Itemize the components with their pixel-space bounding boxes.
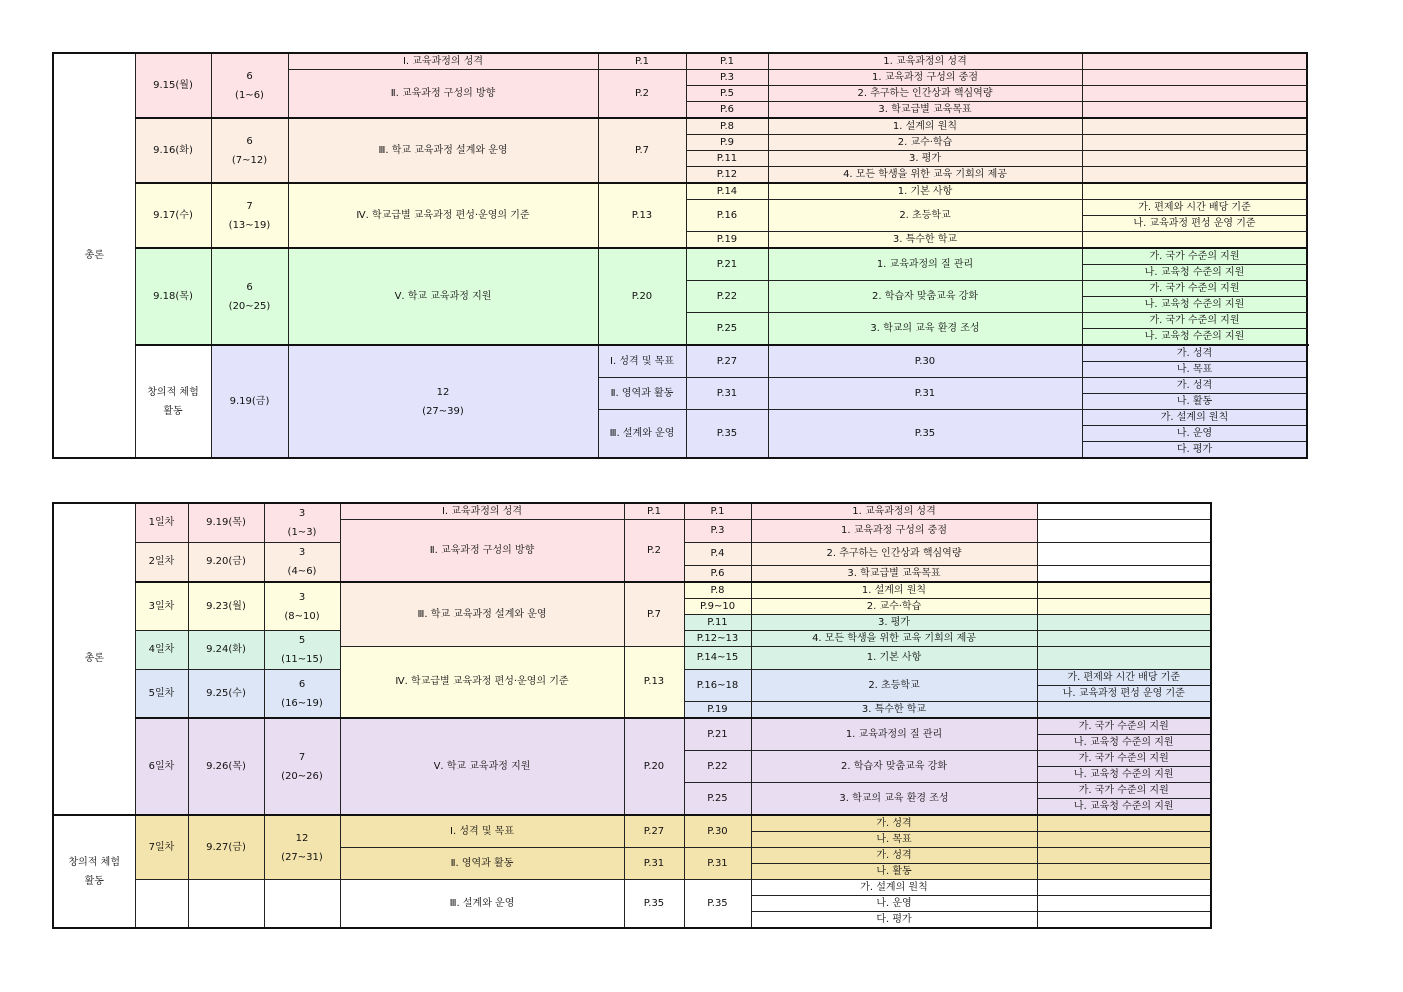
section-title: 나. 운영 <box>751 896 1037 912</box>
sub-item <box>1037 864 1211 880</box>
chapter-title: Ⅳ. 학교급별 교육과정 편성·운영의 기준 <box>288 183 598 248</box>
day-number: 2일차 <box>135 543 188 583</box>
sub-item <box>1082 118 1307 135</box>
section-page: P.1 <box>684 503 751 520</box>
day-hours: 6 (16~19) <box>264 670 340 719</box>
sub-item <box>1082 232 1307 249</box>
sub-item: 가. 편제와 시간 배당 기준 <box>1037 670 1211 686</box>
section-page: P.9~10 <box>684 599 751 615</box>
chapter-page: P.1 <box>624 503 684 520</box>
sub-item <box>1082 70 1307 86</box>
section-title: 2. 교수·학습 <box>768 135 1082 151</box>
day-date: 9.26(목) <box>188 718 264 815</box>
day-date: 9.17(수) <box>135 183 211 248</box>
section-title: 나. 활동 <box>1082 394 1307 410</box>
section-page: P.8 <box>686 118 768 135</box>
day-hours: 7 (20~26) <box>264 718 340 815</box>
day-hours: 3 (4~6) <box>264 543 340 583</box>
chapter-page: P.31 <box>624 848 684 880</box>
section-title: 가. 성격 <box>1082 345 1307 362</box>
sub-item: 나. 교육청 수준의 지원 <box>1082 297 1307 313</box>
section-page: P.5 <box>686 86 768 102</box>
day-date: 9.15(월) <box>135 53 211 118</box>
chapter-title: Ⅰ. 교육과정의 성격 <box>288 53 598 70</box>
category-creative: 창의적 체험 활동 <box>53 815 135 928</box>
section-title: 3. 평가 <box>751 615 1037 631</box>
section-title: 1. 교육과정의 질 관리 <box>751 718 1037 751</box>
section-page: P.25 <box>686 313 768 346</box>
sub-item <box>1037 702 1211 719</box>
section-page: P.9 <box>686 135 768 151</box>
sub-item <box>1082 151 1307 167</box>
chapter-title: Ⅲ. 학교 교육과정 설계와 운영 <box>340 582 624 647</box>
chapter-title: Ⅴ. 학교 교육과정 지원 <box>288 248 598 345</box>
section-page: P.14~15 <box>684 647 751 670</box>
chapter-title: Ⅲ. 설계와 운영 <box>340 880 624 929</box>
section-page: P.1 <box>686 53 768 70</box>
day-date: 9.20(금) <box>188 543 264 583</box>
sub-item: 가. 국가 수준의 지원 <box>1037 751 1211 767</box>
category-general: 총론 <box>53 53 135 458</box>
sub-item <box>1082 102 1307 119</box>
section-title: 2. 초등학교 <box>751 670 1037 702</box>
section-title: 2. 학습자 맞춤교육 강화 <box>751 751 1037 783</box>
section-title: 다. 평가 <box>751 912 1037 929</box>
sub-item <box>1082 167 1307 184</box>
sub-item <box>1037 566 1211 583</box>
sub-item <box>1082 183 1307 200</box>
day-hours <box>264 880 340 929</box>
section-page: P.30 <box>684 815 751 848</box>
section-page: P.21 <box>684 718 751 751</box>
chapter-page: P.27 <box>686 345 768 378</box>
day-number: 1일차 <box>135 503 188 543</box>
section-page: P.6 <box>684 566 751 583</box>
section-page: P.22 <box>686 281 768 313</box>
section-page: P.11 <box>686 151 768 167</box>
day-number: 7일차 <box>135 815 188 880</box>
section-page: P.30 <box>768 345 1082 378</box>
section-title: 나. 활동 <box>751 864 1037 880</box>
section-title: 1. 교육과정의 성격 <box>768 53 1082 70</box>
section-page: P.6 <box>686 102 768 119</box>
chapter-page: P.13 <box>598 183 686 248</box>
sub-item: 가. 국가 수준의 지원 <box>1037 718 1211 735</box>
sub-item <box>1037 520 1211 543</box>
sub-item: 가. 국가 수준의 지원 <box>1082 248 1307 265</box>
day-hours: 6 (7~12) <box>211 118 288 183</box>
section-title: 4. 모든 학생을 위한 교육 기회의 제공 <box>768 167 1082 184</box>
section-page: P.12 <box>686 167 768 184</box>
day-hours: 12 (27~31) <box>264 815 340 880</box>
chapter-title: Ⅴ. 학교 교육과정 지원 <box>340 718 624 815</box>
sub-item <box>1037 543 1211 566</box>
section-title: 나. 운영 <box>1082 426 1307 442</box>
chapter-title: Ⅱ. 교육과정 구성의 방향 <box>288 70 598 119</box>
sub-item <box>1037 647 1211 670</box>
day-date <box>188 880 264 929</box>
day-number: 4일차 <box>135 631 188 670</box>
section-page: P.3 <box>686 70 768 86</box>
section-title: 1. 교육과정 구성의 중점 <box>751 520 1037 543</box>
chapter-page: P.13 <box>624 647 684 719</box>
chapter-title: Ⅲ. 학교 교육과정 설계와 운영 <box>288 118 598 183</box>
section-page: P.35 <box>768 410 1082 459</box>
section-title: 3. 학교의 교육 환경 조성 <box>768 313 1082 346</box>
section-page: P.16~18 <box>684 670 751 702</box>
chapter-page: P.35 <box>624 880 684 929</box>
sub-item <box>1082 53 1307 70</box>
sub-item <box>1037 815 1211 832</box>
section-title: 가. 성격 <box>751 815 1037 832</box>
section-title: 가. 설계의 원칙 <box>1082 410 1307 426</box>
day-hours: 7 (13~19) <box>211 183 288 248</box>
section-title: 1. 기본 사항 <box>768 183 1082 200</box>
schedule-table-2 <box>52 502 1212 929</box>
section-title: 3. 특수한 학교 <box>768 232 1082 249</box>
section-page: P.35 <box>684 880 751 929</box>
day-date: 9.25(수) <box>188 670 264 719</box>
section-page: P.25 <box>684 783 751 816</box>
sub-item: 가. 국가 수준의 지원 <box>1037 783 1211 799</box>
chapter-page: P.2 <box>598 70 686 119</box>
sub-item: 가. 국가 수준의 지원 <box>1082 313 1307 329</box>
section-title: 1. 교육과정의 성격 <box>751 503 1037 520</box>
section-title: 1. 기본 사항 <box>751 647 1037 670</box>
sub-item <box>1037 599 1211 615</box>
day-hours: 3 (8~10) <box>264 582 340 631</box>
chapter-title: Ⅰ. 성격 및 목표 <box>598 345 686 378</box>
section-page: P.31 <box>684 848 751 880</box>
day-date: 9.23(월) <box>188 582 264 631</box>
sub-item: 나. 교육과정 편성 운영 기준 <box>1037 686 1211 702</box>
chapter-title: Ⅲ. 설계와 운영 <box>598 410 686 459</box>
sub-item: 나. 교육청 수준의 지원 <box>1082 265 1307 281</box>
section-title: 3. 학교의 교육 환경 조성 <box>751 783 1037 816</box>
section-page: P.21 <box>686 248 768 281</box>
day-number: 6일차 <box>135 718 188 815</box>
chapter-page: P.7 <box>624 582 684 647</box>
chapter-page: P.35 <box>686 410 768 459</box>
section-title: 2. 추구하는 인간상과 핵심역량 <box>751 543 1037 566</box>
section-page: P.4 <box>684 543 751 566</box>
day-hours: 5 (11~15) <box>264 631 340 670</box>
section-title: 나. 목표 <box>751 832 1037 848</box>
category-creative: 창의적 체험 활동 <box>135 345 211 458</box>
section-page: P.3 <box>684 520 751 543</box>
sub-item <box>1037 896 1211 912</box>
day-number: 5일차 <box>135 670 188 719</box>
day-date: 9.27(금) <box>188 815 264 880</box>
section-title: 나. 목표 <box>1082 362 1307 378</box>
sub-item <box>1037 832 1211 848</box>
section-page: P.14 <box>686 183 768 200</box>
sub-item: 나. 교육과정 편성 운영 기준 <box>1082 216 1307 232</box>
chapter-title: Ⅱ. 영역과 활동 <box>598 378 686 410</box>
day-hours: 12 (27~39) <box>288 345 598 458</box>
section-title: 가. 설계의 원칙 <box>751 880 1037 896</box>
chapter-page: P.1 <box>598 53 686 70</box>
section-title: 다. 평가 <box>1082 442 1307 459</box>
chapter-page: P.2 <box>624 520 684 583</box>
sub-item <box>1037 503 1211 520</box>
section-title: 2. 학습자 맞춤교육 강화 <box>768 281 1082 313</box>
day-date: 9.18(목) <box>135 248 211 345</box>
chapter-title: Ⅱ. 영역과 활동 <box>340 848 624 880</box>
section-page: P.19 <box>684 702 751 719</box>
section-title: 1. 교육과정 구성의 중점 <box>768 70 1082 86</box>
sub-item: 나. 교육청 수준의 지원 <box>1037 767 1211 783</box>
section-page: P.8 <box>684 582 751 599</box>
sub-item <box>1082 135 1307 151</box>
section-title: 가. 성격 <box>751 848 1037 864</box>
section-page: P.22 <box>684 751 751 783</box>
chapter-page: P.27 <box>624 815 684 848</box>
section-title: 2. 추구하는 인간상과 핵심역량 <box>768 86 1082 102</box>
section-title: 1. 설계의 원칙 <box>768 118 1082 135</box>
schedule-table-1 <box>52 52 1308 459</box>
sub-item: 가. 국가 수준의 지원 <box>1082 281 1307 297</box>
section-page: P.16 <box>686 200 768 232</box>
section-title: 3. 학교급별 교육목표 <box>751 566 1037 583</box>
day-date: 9.24(화) <box>188 631 264 670</box>
chapter-title: Ⅱ. 교육과정 구성의 방향 <box>340 520 624 583</box>
day-date: 9.19(목) <box>188 503 264 543</box>
day-hours: 3 (1~3) <box>264 503 340 543</box>
sub-item: 가. 편제와 시간 배당 기준 <box>1082 200 1307 216</box>
section-title: 2. 초등학교 <box>768 200 1082 232</box>
section-title: 1. 교육과정의 질 관리 <box>768 248 1082 281</box>
sub-item <box>1037 615 1211 631</box>
day-hours: 6 (1~6) <box>211 53 288 118</box>
chapter-page: P.20 <box>598 248 686 345</box>
section-title: 1. 설계의 원칙 <box>751 582 1037 599</box>
section-page: P.19 <box>686 232 768 249</box>
section-title: 3. 평가 <box>768 151 1082 167</box>
sub-item <box>1037 631 1211 647</box>
sub-item <box>1037 912 1211 929</box>
category-general: 총론 <box>53 503 135 815</box>
chapter-page: P.7 <box>598 118 686 183</box>
section-title: 2. 교수·학습 <box>751 599 1037 615</box>
sub-item: 나. 교육청 수준의 지원 <box>1082 329 1307 346</box>
sub-item <box>1037 848 1211 864</box>
chapter-title: Ⅰ. 성격 및 목표 <box>340 815 624 848</box>
section-title: 가. 성격 <box>1082 378 1307 394</box>
section-page: P.12~13 <box>684 631 751 647</box>
chapter-page: P.31 <box>686 378 768 410</box>
section-title: 4. 모든 학생을 위한 교육 기회의 제공 <box>751 631 1037 647</box>
section-title: 3. 학교급별 교육목표 <box>768 102 1082 119</box>
sub-item: 나. 교육청 수준의 지원 <box>1037 735 1211 751</box>
day-number <box>135 880 188 929</box>
section-page: P.31 <box>768 378 1082 410</box>
chapter-page: P.20 <box>624 718 684 815</box>
chapter-title: Ⅳ. 학교급별 교육과정 편성·운영의 기준 <box>340 647 624 719</box>
day-date: 9.19(금) <box>211 345 288 458</box>
sub-item: 나. 교육청 수준의 지원 <box>1037 799 1211 816</box>
day-date: 9.16(화) <box>135 118 211 183</box>
day-hours: 6 (20~25) <box>211 248 288 345</box>
sub-item <box>1082 86 1307 102</box>
chapter-title: Ⅰ. 교육과정의 성격 <box>340 503 624 520</box>
section-page: P.11 <box>684 615 751 631</box>
day-number: 3일차 <box>135 582 188 631</box>
sub-item <box>1037 582 1211 599</box>
section-title: 3. 특수한 학교 <box>751 702 1037 719</box>
sub-item <box>1037 880 1211 896</box>
